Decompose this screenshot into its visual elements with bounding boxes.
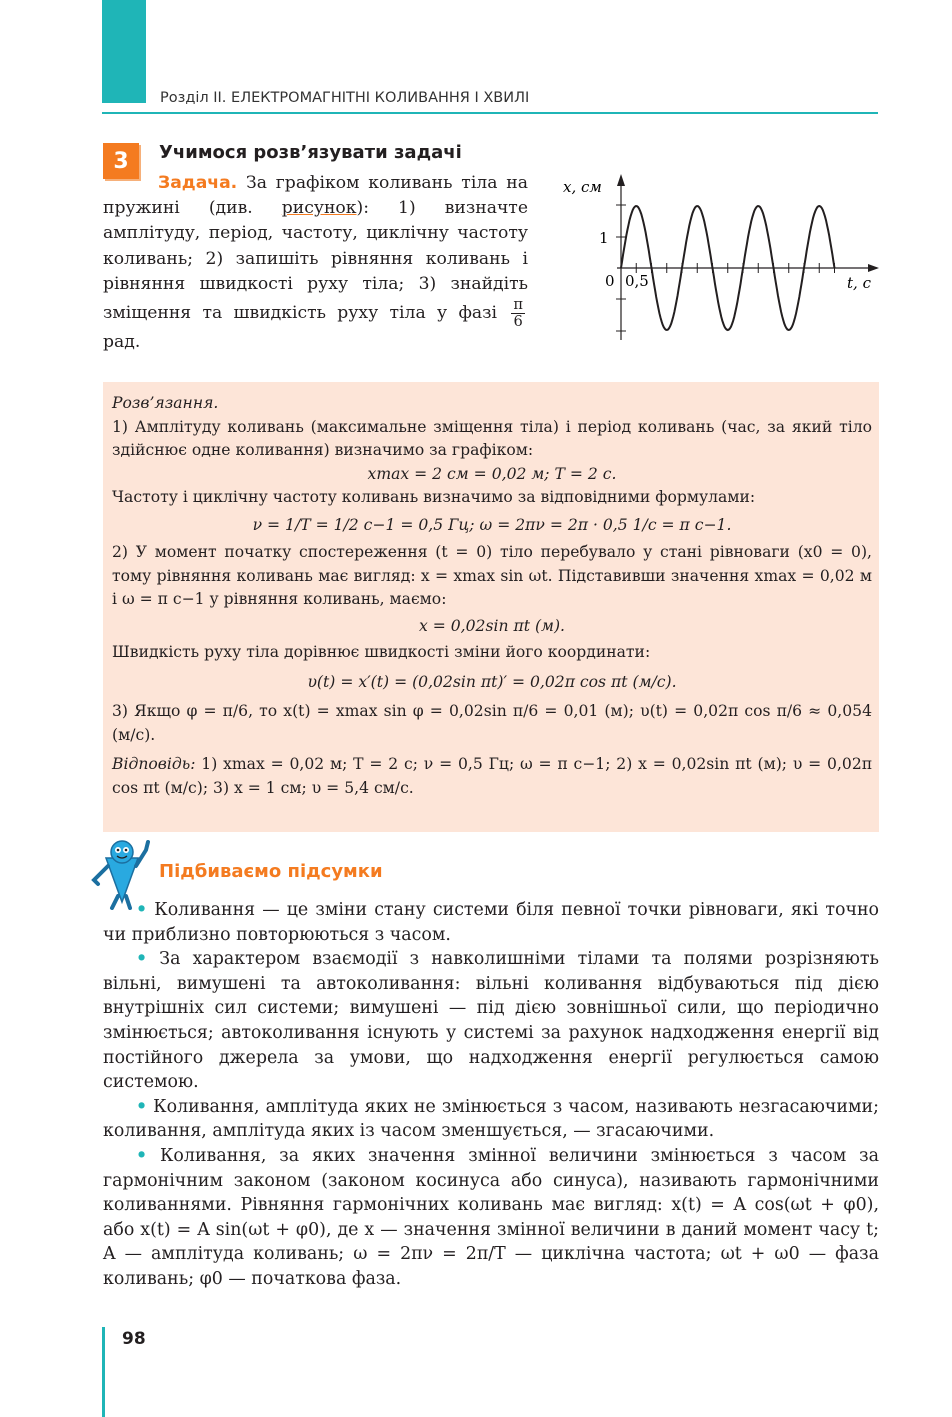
section-title: Учимося розв’язувати задачі	[159, 142, 462, 163]
summary-point-1: • Коливання — це зміни стану системи біля певної точки рівноваги, які точно чи приблизно повторюються з часом.	[103, 900, 880, 945]
phase-fraction: $\frac{\pi}{6}$	[513, 296, 523, 331]
solution-answer: Відповідь: 1) xmax = 0,02 м; T = 2 с; ν = 0,5 Гц; ω = π с−1; 2) x = 0,02sin πt (м); υ = 0,02π cos πt (м/с); 3) x = 1 см; υ = 5,4 см/с.	[112, 755, 872, 797]
section-number-badge: 3	[103, 143, 139, 179]
summary-point-3: • Коливання, амплітуда яких не змінюється з часом, називають незгасаючими; коливання, амплітуда яких із часом зменшується, — згасаючими.	[103, 1096, 879, 1142]
oscillation-graph	[555, 168, 880, 358]
solution-step-3: 3) Якщо φ = π/6, то x(t) = xmax sin φ = 0,02sin π/6 = 0,01 (м); υ(t) = 0,02π cos π/6 ≈ 0,054 (м/с).	[112, 702, 872, 744]
y-axis-arrow	[617, 174, 625, 186]
summary-point-2: • За характером взаємодії з навколишніми тілами та полями розрізняють вільні, вимушені та автоколивання: вільні коливання відбуваються під дією внутрішніх сил системи; вимушені — під дією зовнішньої сили, що періодично змінюється; автоколивання існують у системі за рахунок надходження енергії від постійного джерела за умови, що надходження енергії регулюється самою системою.	[103, 949, 879, 1093]
figure-link[interactable]: рисунок	[281, 198, 357, 219]
formula-amplitude: xmax = 2 см = 0,02 м; T = 2 с.	[367, 464, 617, 483]
header-divider	[102, 112, 878, 114]
y-axis-label: x, см	[563, 178, 602, 196]
page-number: 98	[122, 1329, 146, 1349]
solution-box	[103, 382, 879, 832]
task-label: Задача.	[158, 173, 238, 193]
x-axis-arrow	[868, 264, 879, 272]
solution-step-2: 2) У момент початку спостереження (t = 0) тіло перебувало у стані рівноваги (x0 = 0), тому рівняння коливань має вигляд: x = xmax sin ωt. Підставивши значення xmax = 0,02 м і ω = π с−1 у рівняння коливань, маємо:	[112, 543, 872, 608]
y-tick-label: 1	[599, 229, 609, 247]
summary-title: Підбиваємо підсумки	[159, 861, 383, 882]
solution-heading: Розв’язання.	[112, 394, 219, 412]
origin-label: 0	[605, 272, 615, 290]
header-accent-block	[102, 0, 146, 103]
x-axis-label: t, с	[847, 274, 871, 292]
x-tick-label: 0,5	[625, 272, 649, 290]
solution-velocity-intro: Швидкість руху тіла дорівнює швидкості зміни його координати:	[112, 643, 651, 661]
solution-step-1: 1) Амплітуду коливань (максимальне зміщення тіла) і період коливань (час, за який тіло здійснює одне коливання) визначимо за графіком:	[112, 417, 872, 459]
formula-velocity: υ(t) = x′(t) = (0,02sin πt)′ = 0,02π cos πt (м/с).	[307, 672, 677, 691]
solution-frequency-intro: Частоту і циклічну частоту коливань визначимо за відповідними формулами:	[112, 488, 756, 506]
formula-equation: x = 0,02sin πt (м).	[418, 616, 565, 635]
task-text: Задача. За графіком коливань тіла на пружині (див. рисунок): 1) визначте амплітуду, період, частоту, циклічну частоту коливань; 2) запишіть рівняння коливань і рівняння швидкості руху тіла; 3) знайдіть зміщення та швидкість руху тіла у фазі $\frac{\pi}{6}$ рад.	[103, 173, 528, 353]
page-accent-bar	[102, 1327, 105, 1417]
summary-point-4: • Коливання, за яких значення змінної величини змінюється з часом за гармонічним законом (законом косинуса або синуса), називають гармонічними коливаннями. Рівняння гармонічних коливань має вигляд: x(t) = A cos(ωt + φ0), або x(t) = A sin(ωt + φ0), де x — значення змінної величини в даний момент часу t; A — амплітуда коливань; ω = 2πν = 2π/T — циклічна частота; ωt + ω0 — фаза коливань; φ0 — початкова фаза.	[103, 1145, 879, 1289]
summary-text	[103, 898, 879, 1292]
chapter-title: Розділ ІІ. ЕЛЕКТРОМАГНІТНІ КОЛИВАННЯ І ХВИЛІ	[160, 90, 530, 106]
formula-frequency: ν = 1/T = 1/2 с−1 = 0,5 Гц; ω = 2πν = 2π · 0,5 1/с = π с−1.	[252, 515, 732, 534]
